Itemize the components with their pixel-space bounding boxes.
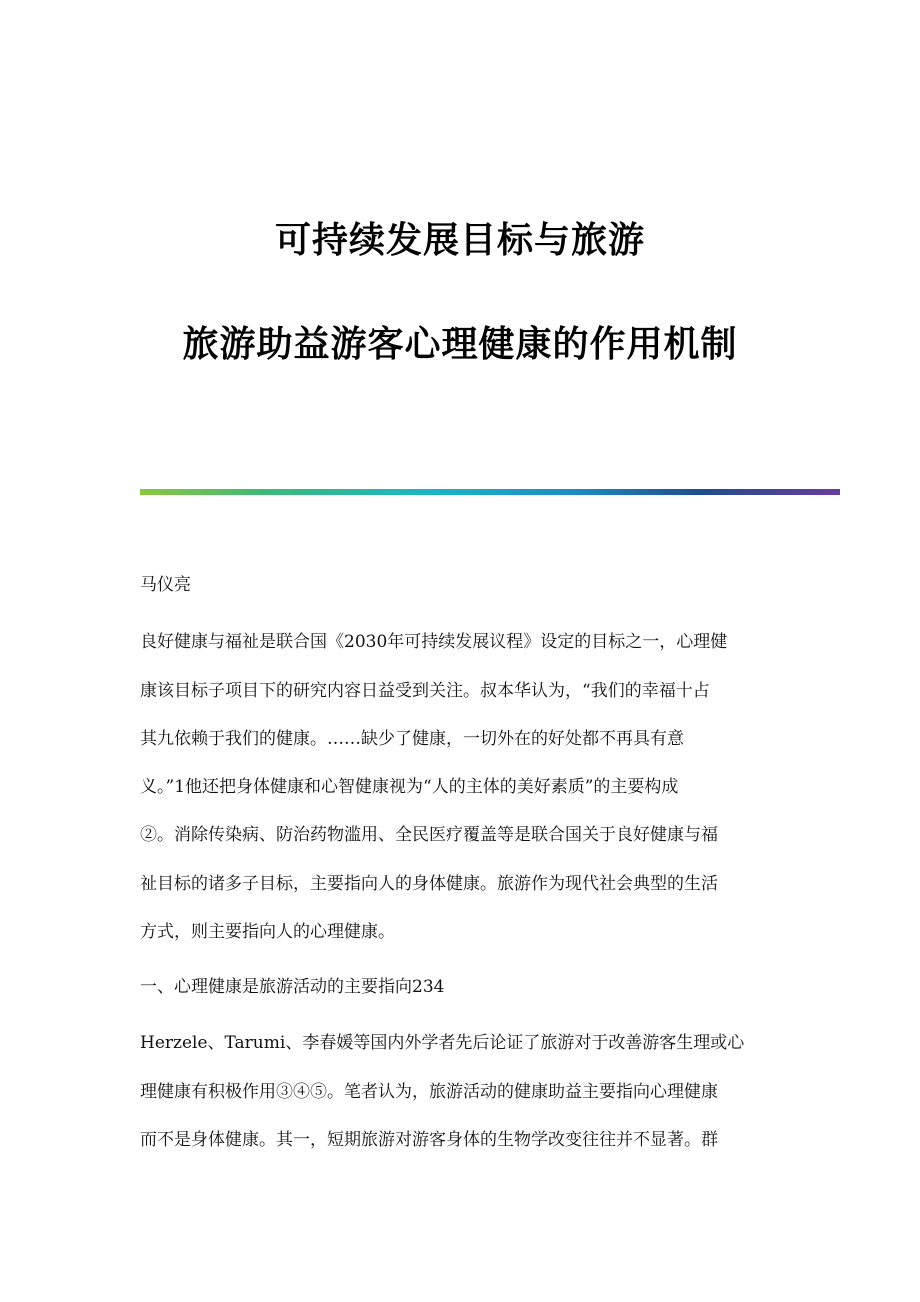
gradient-divider: [140, 489, 840, 495]
paragraph-1-line: ②。消除传染病、防治药物滥用、全民医疗覆盖等是联合国关于良好健康与福: [140, 825, 718, 845]
paragraph-2-line: Herzele、Tarumi、李春媛等国内外学者先后论证了旅游对于改善游客生理或心: [140, 1033, 745, 1053]
paragraph-2-line: 理健康有积极作用③④⑤。笔者认为，旅游活动的健康助益主要指向心理健康: [140, 1082, 718, 1102]
document-title-line-2: 旅游助益游客心理健康的作用机制: [182, 324, 738, 365]
paragraph-1-line: 方式，则主要指向人的心理健康。: [140, 922, 395, 942]
document-title-line-1: 可持续发展目标与旅游: [274, 220, 645, 261]
paragraph-1-line: 康该目标子项目下的研究内容日益受到关注。叔本华认为，“我们的幸福十占: [140, 681, 710, 701]
paragraph-1-line: 良好健康与福祉是联合国《2030年可持续发展议程》设定的目标之一，心理健: [140, 632, 728, 652]
section-1-heading: 一、心理健康是旅游活动的主要指向234: [140, 977, 445, 997]
paragraph-2-line: 而不是身体健康。其一，短期旅游对游客身体的生物学改变往往并不显著。群: [140, 1130, 718, 1150]
paragraph-1-line: 其九依赖于我们的健康。……缺少了健康，一切外在的好处都不再具有意: [140, 729, 684, 749]
author-name: 马仪亮: [140, 575, 191, 595]
paragraph-1-line: 祉目标的诸多子目标，主要指向人的身体健康。旅游作为现代社会典型的生活: [140, 874, 718, 894]
paragraph-1-line: 义。”1他还把身体健康和心智健康视为“人的主体的美好素质”的主要构成: [140, 777, 679, 797]
